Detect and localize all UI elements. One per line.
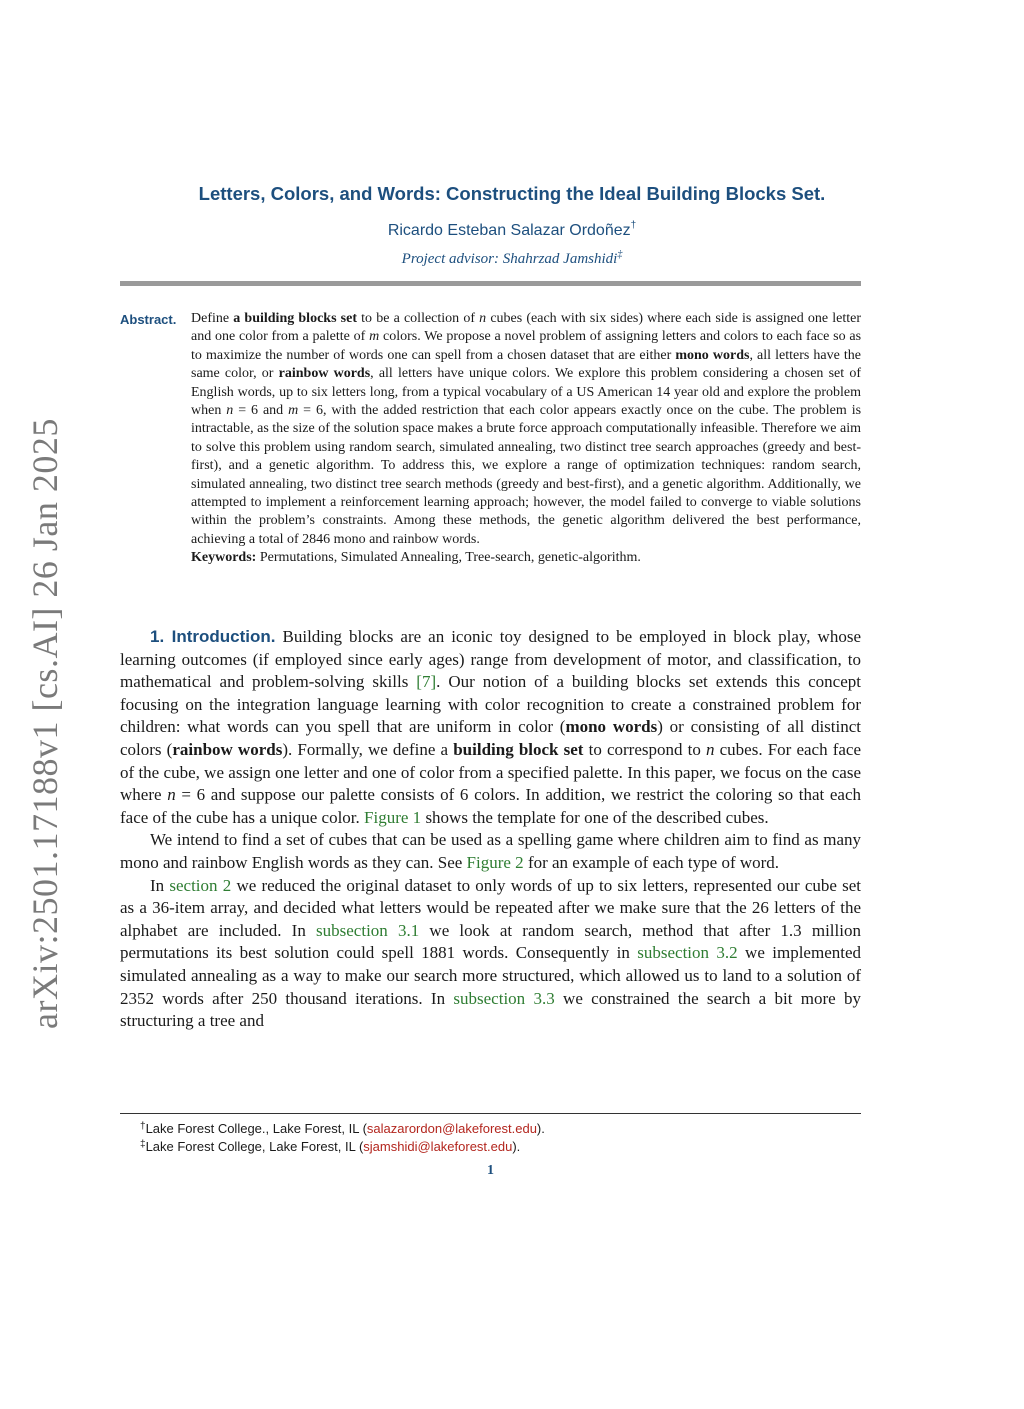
author-footnote-mark[interactable]: †: [630, 220, 637, 231]
footnote-2: ‡Lake Forest College, Lake Forest, IL (sjamshidi@lakeforest.edu).: [140, 1139, 521, 1154]
intro-paragraph-1: 1. Introduction. Building blocks are an iconic toy designed to be employed in block play, whose learning outcomes (if employed since early ages) range from development of motor, and classification, to mathematical and problem-solving skills [7]. Our notion of a building blocks set extends this concept focusing on the integration language learning with color recognition to create a constrained problem for children: what words can you spell that are uniform in color (mono words) or consisting of all distinct colors (rainbow words). Formally, we define a building block set to correspond to n cubes. For each face of the cube, we assign one letter and one of color from a specified palette. In this paper, we focus on the case where n = 6 and suppose our palette consists of 6 colors. In addition, we restrict the coloring so that each face of the cube has a unique color. Figure 1 shows the template for one of the described cubes.: [120, 627, 862, 827]
intro-paragraph-3: In section 2 we reduced the original dataset to only words of up to six letters, represented our cube set as a 36-item array, and decided what letters would be repeated after we make sure that the 26 letters of the alphabet are included. In subsection 3.1 we look at random search, method that after 1.3 million permutations its best solution could spell 1881 words. Consequently in subsection 3.2 we implemented simulated annealing as a way to make our search more structured, which allowed us to land to a solution of 2352 words after 250 thousand iterations. In subsection 3.3 we constrained the search a bit more by structuring a tree and: [120, 875, 862, 1031]
introduction-section: [120, 626, 861, 1033]
subsection-3-1-link[interactable]: subsection 3.1: [316, 920, 420, 940]
footnote-rule: [120, 1113, 861, 1114]
paper-title: Letters, Colors, and Words: Constructing the Ideal Building Blocks Set.: [198, 183, 826, 204]
figure-1-link[interactable]: Figure 1: [364, 807, 422, 827]
advisor-footnote-mark[interactable]: ‡: [617, 249, 623, 260]
title-rule: [120, 281, 861, 286]
section-heading: 1. Introduction.: [150, 627, 276, 646]
keywords-line: [191, 549, 861, 567]
subsection-3-2-link[interactable]: subsection 3.2: [637, 943, 738, 963]
section-2-link[interactable]: section 2: [169, 875, 232, 895]
figure-2-link[interactable]: Figure 2: [466, 852, 524, 872]
footnote-1: †Lake Forest College., Lake Forest, IL (salazarordon@lakeforest.edu).: [140, 1121, 545, 1136]
intro-paragraph-2: We intend to find a set of cubes that can be used as a spelling game where children aim to find as many mono and rainbow English words as they can. See Figure 2 for an example of each type of word.: [120, 830, 861, 872]
author-line: [0, 222, 1024, 240]
advisor-email-link[interactable]: sjamshidi@lakeforest.edu: [363, 1139, 513, 1154]
advisor-line: [0, 251, 1024, 268]
author-name: Ricardo Esteban Salazar Ordoñez: [387, 222, 631, 239]
page-number: 1: [487, 1163, 494, 1178]
citation-link[interactable]: [7]: [416, 672, 437, 692]
advisor-name: Project advisor: Shahrzad Jamshidi: [401, 251, 618, 267]
abstract-text: [191, 310, 861, 568]
abstract-paragraph: Define a building blocks set to be a collection of n cubes (each with six sides) where each side is assigned one letter and one color from a palette of m colors. We propose a novel problem of assigning letters and colors to each face so as to maximize the number of words one can spell from a chosen dataset that are either mono words, all letters have the same color, or rainbow words, all letters have unique colors. We explore this problem considering a chosen set of English words, up to six letters long, from a typical vocabulary of a US American 14 year old and explore the problem when n = 6 and m = 6, with the added restriction that each color appears exactly once on the cube. The problem is intractable, as the size of the solution space makes a brute force approach computationally infeasible. Therefore we aim to solve this problem using random search, simulated annealing, two distinct tree search approaches (greedy and best-first), and a genetic algorithm. To address this, we explore a range of optimization techniques: random search, simulated annealing, two distinct tree search methods (greedy and best-first), and a genetic algorithm. Additionally, we attempted to implement a reinforcement learning approach; however, the model failed to converge to viable solutions within the problem’s constraints. Among these methods, the genetic algorithm delivered the best performance, achieving a total of 2846 mono and rainbow words.: [191, 311, 862, 547]
keywords-list: Permutations, Simulated Annealing, Tree-search, genetic-algorithm.: [259, 550, 641, 566]
author-email-link[interactable]: salazarordon@lakeforest.edu: [366, 1121, 537, 1136]
abstract-label: Abstract.: [120, 312, 177, 327]
keywords-label: Keywords:: [191, 550, 257, 566]
subsection-3-3-link[interactable]: subsection 3.3: [453, 988, 555, 1008]
arxiv-sidebar-stamp: arXiv:2501.17188v1 [cs.AI] 26 Jan 2025: [25, 418, 65, 1029]
